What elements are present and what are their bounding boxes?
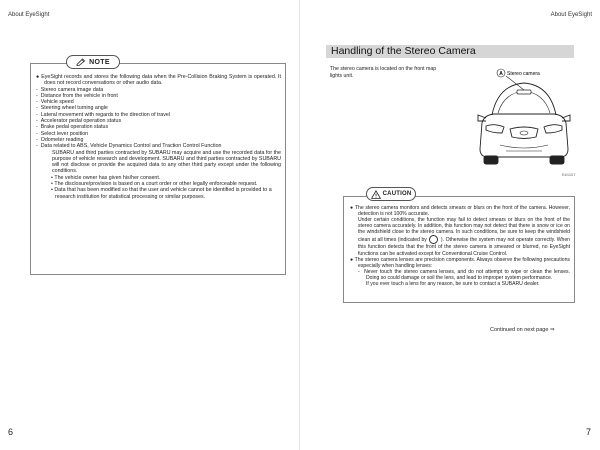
dash-glyph: - bbox=[36, 118, 41, 125]
note-item-list bbox=[36, 87, 281, 150]
section-title-bar bbox=[326, 45, 574, 58]
note-list-item: - Steering wheel turning angle bbox=[36, 105, 108, 112]
note-condition-item: • Data that has been modified so that the user and vehicle cannot be identified is provided to a research institution for statistical processing or similar purposes. bbox=[51, 187, 272, 200]
figure-code: E#1107 bbox=[562, 172, 576, 177]
bullet-glyph: • bbox=[51, 181, 55, 188]
car-front-illustration bbox=[478, 83, 570, 164]
callout-letter: A bbox=[499, 71, 503, 77]
dash-glyph: - bbox=[36, 124, 41, 131]
right-page-header: About EyeSight bbox=[550, 12, 592, 18]
caution-subitem: - Never touch the stereo camera lenses, and do not attempt to wipe or clean the lenses. Doing so could damage or soil the lens, and lead to improper system performance. bbox=[358, 268, 571, 281]
note-paragraph: SUBARU and third parties contracted by SUBARU may acquire and use the recorded data for the purpose of vehicle research and development. SUBARU and third parties contracted by SUBARU will not disclose or provide the acquired data to any other third party except under the following conditions. bbox=[52, 149, 281, 175]
caution-content bbox=[350, 205, 570, 287]
note-list-item: - Select lever position bbox=[36, 130, 89, 137]
caution-tab bbox=[366, 187, 416, 201]
callout-label: Stereo camera bbox=[507, 71, 540, 77]
left-page-number: 6 bbox=[8, 427, 14, 437]
dash-glyph: - bbox=[36, 130, 41, 137]
bullet-glyph: • bbox=[51, 187, 55, 194]
note-condition-item: • The disclosure/provision is based on a court order or other legally enforceable request. bbox=[51, 181, 258, 188]
caution-item-2: ● The stereo camera lenses are precision components. Always observe the following precautions especially when handling lenses: bbox=[350, 256, 570, 269]
caution-item-1: ● The stereo camera monitors and detects smears or blurs on the front of the camera. However, detection is not 100% accurate. bbox=[350, 205, 570, 218]
note-condition-list bbox=[36, 175, 281, 200]
bullet-glyph: • bbox=[51, 174, 55, 181]
dash-glyph: - bbox=[358, 268, 365, 275]
right-page-number: 7 bbox=[585, 427, 591, 437]
caution-detail: Under certain conditions, the function may fail to detect smears or blurs on the front of the stereo camera accurately. In addition, this function may not detect that there is snow or ice on the windshield close to the stereo camera. In such conditions, be sure to keep the windshield clean at all times (indicated by ). Otherwise the system may not operate correctly. When this function detects that the front of the stereo camera is smeared or blurred, no EyeSight functions can be activated except for Conventional Cruise Control. bbox=[358, 217, 571, 257]
page-divider bbox=[299, 0, 300, 450]
double-arrow-right-icon: ⇒ bbox=[549, 327, 555, 333]
bullet-glyph: ● bbox=[36, 74, 42, 80]
note-list-item: - Data related to ABS, Vehicle Dynamics Control and Traction Control Function bbox=[36, 143, 222, 150]
section-intro: The stereo camera is located on the front map lights unit. bbox=[330, 66, 437, 80]
note-list-item: - Stereo camera image data bbox=[36, 86, 104, 93]
note-tab bbox=[66, 55, 120, 69]
svg-text:!: ! bbox=[374, 193, 377, 199]
note-pencil-icon bbox=[76, 58, 86, 66]
continued-note: Continued on next page ⇒ bbox=[490, 327, 555, 333]
stereo-camera-figure bbox=[470, 63, 578, 175]
dash-glyph: - bbox=[36, 92, 41, 99]
caution-subitem-followup: If you ever touch a lens for any reason, be sure to contact a SUBARU dealer. bbox=[366, 281, 540, 288]
dash-glyph: - bbox=[36, 143, 41, 150]
note-list-item: - Brake pedal operation status bbox=[36, 124, 109, 131]
note-label: NOTE bbox=[89, 58, 110, 66]
note-condition-item: • The vehicle owner has given his/her consent. bbox=[51, 174, 161, 181]
dash-glyph: - bbox=[36, 136, 41, 143]
note-list-item: - Odometer reading bbox=[36, 136, 84, 143]
bullet-glyph: ● bbox=[350, 205, 355, 211]
note-list-item: - Vehicle speed bbox=[36, 99, 74, 106]
note-intro: ● EyeSight records and stores the following data when the Pre-Collision Braking System is operated. It does not record conversations or other audio data. bbox=[36, 74, 281, 87]
caution-label: CAUTION bbox=[382, 191, 412, 197]
note-list-item: - Lateral movement with regards to the direction of travel bbox=[36, 111, 170, 118]
dash-glyph: - bbox=[36, 111, 41, 118]
dash-glyph: - bbox=[36, 86, 41, 93]
note-content bbox=[36, 74, 281, 200]
dash-glyph: - bbox=[36, 99, 41, 106]
windshield-clean-area-icon bbox=[429, 235, 438, 244]
bullet-glyph: ● bbox=[350, 256, 355, 263]
left-page-header: About EyeSight bbox=[8, 12, 50, 18]
section-title: Handling of the Stereo Camera bbox=[331, 45, 476, 57]
note-list-item: - Accelerator pedal operation status bbox=[36, 118, 122, 125]
note-list-item: - Distance from the vehicle in front bbox=[36, 92, 118, 99]
dash-glyph: - bbox=[36, 105, 41, 112]
warning-triangle-icon bbox=[371, 190, 381, 199]
